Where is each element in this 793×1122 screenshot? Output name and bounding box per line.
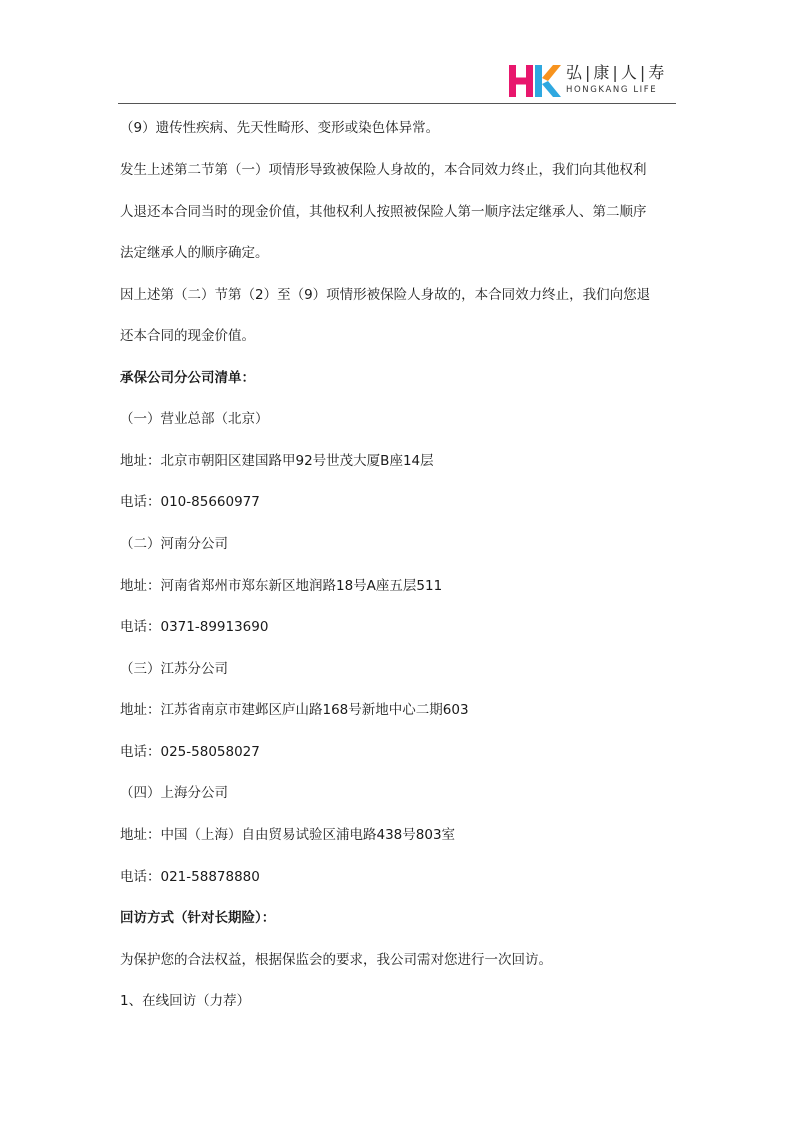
callback-option-online: 1、在线回访（力荐） (120, 993, 251, 1009)
branch-phone: 电话：0371-89913690 (120, 619, 269, 635)
paragraph-line: 法定继承人的顺序确定。 (120, 245, 269, 261)
brand-char: 弘 (566, 63, 584, 82)
branch-phone: 电话：025-58058027 (120, 744, 260, 760)
branch-phone: 电话：010-85660977 (120, 494, 260, 510)
exclusion-item-9: （9）遗传性疾病、先天性畸形、变形或染色体异常。 (120, 120, 440, 136)
branch-list-heading: 承保公司分公司清单： (120, 370, 255, 386)
paragraph-line: 发生上述第二节第（一）项情形导致被保险人身故的，本合同效力终止，我们向其他权利 (120, 162, 647, 178)
branch-address: 地址：河南省郑州市郑东新区地润路18号A座五层511 (120, 578, 443, 594)
brand-separator: | (639, 63, 647, 82)
hk-logo-mark-icon (509, 65, 561, 97)
branch-address: 地址：北京市朝阳区建国路甲92号世茂大厦B座14层 (120, 453, 434, 469)
brand-name-cn (566, 63, 665, 83)
brand-name-en: HONGKANG LIFE (566, 85, 658, 95)
branch-phone: 电话：021-58878880 (120, 869, 260, 885)
branch-name: （二）河南分公司 (120, 536, 228, 552)
callback-heading: 回访方式（针对长期险）： (120, 910, 276, 926)
paragraph-line: 还本合同的现金价值。 (120, 328, 255, 344)
header-divider (118, 103, 676, 104)
paragraph-line: 为保护您的合法权益，根据保监会的要求，我公司需对您进行一次回访。 (120, 952, 552, 968)
brand-char: 人 (620, 63, 638, 82)
branch-name: （四）上海分公司 (120, 785, 228, 801)
brand-separator: | (585, 63, 592, 82)
brand-char: 寿 (648, 63, 666, 82)
branch-address: 地址：江苏省南京市建邺区庐山路168号新地中心二期603 (120, 702, 469, 718)
branch-address: 地址：中国（上海）自由贸易试验区浦电路438号803室 (120, 827, 456, 843)
branch-name: （一）营业总部（北京） (120, 411, 269, 427)
branch-name: （三）江苏分公司 (120, 661, 228, 677)
paragraph-line: 人退还本合同当时的现金价值，其他权利人按照被保险人第一顺序法定继承人、第二顺序 (120, 204, 647, 220)
brand-char: 康 (593, 63, 611, 82)
brand-separator: | (612, 63, 619, 82)
company-logo (509, 64, 689, 100)
paragraph-line: 因上述第（二）节第（2）至（9）项情形被保险人身故的，本合同效力终止，我们向您退 (120, 287, 651, 303)
